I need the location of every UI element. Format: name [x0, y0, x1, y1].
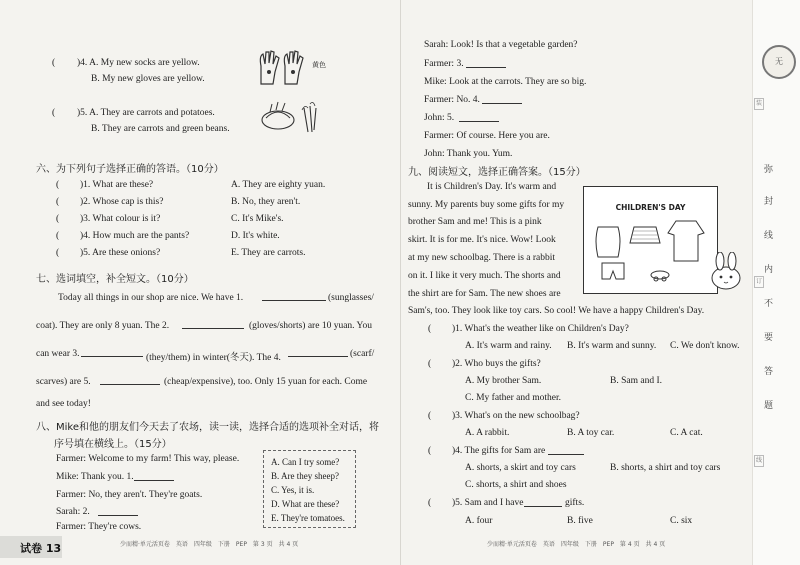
sec9-q4-opt-b: B. shorts, a shirt and toy cars: [610, 463, 721, 473]
sec8-right-6: Farmer: Of course. Here you are.: [424, 131, 550, 141]
sec6-paren-4: (: [56, 231, 60, 241]
sec7-line3c: (scarf/: [350, 349, 375, 359]
color-note: 黄色: [312, 61, 326, 69]
sec8-right-7: John: Thank you. Yum.: [424, 149, 513, 159]
side-char-6: 要: [764, 333, 774, 343]
sec6-paren-5: (: [56, 248, 60, 258]
sec9-para-1: It is Children's Day. It's warm and: [427, 182, 557, 192]
sec7-blank4[interactable]: [288, 348, 348, 357]
sec7-blank5[interactable]: [100, 376, 160, 385]
sec9-q5-paren: (: [428, 498, 432, 508]
sec6-q5: )5. Are these onions?: [80, 248, 161, 258]
side-char-3: 线: [764, 231, 774, 241]
sec8-blank3[interactable]: [466, 59, 506, 68]
sec9-q4-opt-c: C. shorts, a shirt and shoes: [465, 480, 567, 490]
q4-option-b: B. My new gloves are yellow.: [91, 74, 205, 84]
sec8-right-2: Farmer: 3.: [424, 59, 464, 69]
sec7-line1a: Today all things in our shop are nice. We have 1.: [58, 293, 244, 303]
sec8-blank4[interactable]: [482, 95, 522, 104]
binding-box-2: 订: [754, 276, 764, 288]
sec8-option-e: E. They're tomatoes.: [271, 513, 345, 523]
footer-left: 少而精·单元活页卷 英语 四年级 下册 PEP 第 3 页 共 4 页: [120, 541, 299, 548]
sec8-title-line1: 八、Mike和他的朋友们今天去了农场，读一读，选择合适的选项补全对话，将: [36, 422, 379, 433]
q5-item: )5. A. They are carrots and potatoes.: [77, 108, 215, 118]
sec8-option-c: C. Yes, it is.: [271, 485, 315, 495]
sec7-line2b: (gloves/shorts) are 10 yuan. You: [249, 321, 372, 331]
sec7-line2a: coat). They are only 8 yuan. The 2.: [36, 321, 170, 331]
sec7-line3a: can wear 3.: [36, 349, 80, 359]
sec9-q2: )2. Who buys the gifts?: [452, 359, 541, 369]
sec8-right-3: Mike: Look at the carrots. They are so big.: [424, 77, 587, 87]
sec6-a5: E. They are carrots.: [231, 248, 306, 258]
childrens-day-picture: [583, 186, 718, 294]
sec6-a3: C. It's Mike's.: [231, 214, 284, 224]
sec8-blank2[interactable]: [98, 507, 138, 516]
sec7-line4b: (cheap/expensive), too. Only 15 yuan for each. Come: [164, 377, 368, 387]
sec7-title: 七、选词填空，补全短文。（10分）: [36, 274, 194, 285]
sec7-line5: and see today!: [36, 399, 91, 409]
gloves-picture: [255, 48, 311, 88]
sec9-q4-blank[interactable]: [548, 446, 584, 455]
sec9-q4-opt-a: A. shorts, a skirt and toy cars: [465, 463, 576, 473]
childrens-day-picture-title: CHILDREN'S DAY: [615, 203, 686, 212]
q4-paren: (: [52, 58, 56, 68]
footer-right: 少而精·单元活页卷 英语 四年级 下册 PEP 第 4 页 共 4 页: [487, 541, 666, 548]
sec9-q3-paren: (: [428, 411, 432, 421]
sec9-q3: )3. What's on the new schoolbag?: [452, 411, 580, 421]
seal-stamp: 无: [762, 45, 796, 79]
sec8-option-b: B. Are they sheep?: [271, 471, 339, 481]
rabbit-icon: [700, 252, 752, 292]
sec6-a2: B. No, they aren't.: [231, 197, 301, 207]
sec9-q5-opt-b: B. five: [567, 516, 593, 526]
sec7-blank3[interactable]: [81, 348, 143, 357]
sec6-paren-3: (: [56, 214, 60, 224]
side-char-4: 内: [764, 265, 774, 275]
page-tag: 试卷 13: [0, 536, 62, 558]
sec9-para-5: at my new schoolbag. There is a rabbit: [408, 253, 556, 263]
sec9-q5b: gifts.: [565, 498, 585, 508]
sec6-q4: )4. How much are the pants?: [80, 231, 190, 241]
sec7-line1b: (sunglasses/: [328, 293, 374, 303]
sec8-right-5: John: 5.: [424, 113, 455, 123]
sec8-right-4: Farmer: No. 4.: [424, 95, 480, 105]
sec9-q5-opt-a: A. four: [465, 516, 493, 526]
sec6-q2: )2. Whose cap is this?: [80, 197, 164, 207]
sec7-blank1[interactable]: [262, 292, 326, 301]
sec8-dialog-4: Sarah: 2.: [56, 507, 90, 517]
sec9-q4-paren: (: [428, 446, 432, 456]
sec9-q1-paren: (: [428, 324, 432, 334]
q5-option-b: B. They are carrots and green beans.: [91, 124, 230, 134]
q4-item: )4. A. My new socks are yellow.: [77, 58, 200, 68]
side-char-1: 弥: [764, 165, 774, 175]
sec8-blank5[interactable]: [459, 113, 499, 122]
sec9-q2-opt-a: A. My brother Sam.: [465, 376, 542, 386]
binding-box-3: 线: [754, 455, 764, 467]
sec9-para-3: brother Sam and me! This is a pink: [408, 217, 542, 227]
sec9-q2-opt-b: B. Sam and I.: [610, 376, 662, 386]
sec8-option-d: D. What are these?: [271, 499, 340, 509]
sec8-dialog-2: Mike: Thank you. 1.: [56, 472, 134, 482]
sec9-q4: )4. The gifts for Sam are: [452, 446, 546, 456]
side-char-7: 答: [764, 367, 774, 377]
sec9-q3-opt-b: B. A toy car.: [567, 428, 615, 438]
sec8-right-1: Sarah: Look! Is that a vegetable garden?: [424, 40, 578, 50]
sec9-q1: )1. What's the weather like on Children's Day?: [452, 324, 629, 334]
sec6-a4: D. It's white.: [231, 231, 280, 241]
sec8-dialog-5: Farmer: They're cows.: [56, 522, 142, 532]
sec7-line3b: (they/them) in winter(冬天). The 4.: [146, 353, 281, 363]
sec9-q5a: )5. Sam and I have: [452, 498, 524, 508]
sec6-q1: )1. What are these?: [80, 180, 154, 190]
sec9-para-2: sunny. My parents buy some gifts for my: [408, 200, 565, 210]
sec9-para-8: Sam's, too. They look like toy cars. So cool! We have a happy Children's Day.: [408, 306, 705, 316]
sec6-q3: )3. What colour is it?: [80, 214, 161, 224]
page-divider: [400, 0, 401, 565]
side-char-8: 题: [764, 401, 774, 411]
sec9-para-4: skirt. It is for me. It's nice. Wow! Look: [408, 235, 556, 245]
sec9-q1-opt-c: C. We don't know.: [670, 341, 740, 351]
sec8-blank1[interactable]: [134, 472, 174, 481]
sec9-q2-paren: (: [428, 359, 432, 369]
sec9-q3-opt-c: C. A cat.: [670, 428, 703, 438]
sec8-option-a: A. Can I try some?: [271, 457, 340, 467]
sec6-title: 六、为下列句子选择正确的答语。（10分）: [36, 164, 224, 175]
sec8-dialog-3: Farmer: No, they aren't. They're goats.: [56, 490, 203, 500]
sec7-line4a: scarves) are 5.: [36, 377, 91, 387]
q5-paren: (: [52, 108, 56, 118]
sec9-q5-blank[interactable]: [524, 498, 562, 507]
sec8-options-box: [263, 450, 356, 528]
side-char-2: 封: [764, 197, 774, 207]
sec9-q1-opt-b: B. It's warm and sunny.: [567, 341, 657, 351]
vegetables-picture: [258, 100, 328, 136]
binding-box-1: 装: [754, 98, 764, 110]
sec9-para-6: on it. I like it very much. The shorts and: [408, 271, 561, 281]
sec8-title-line2: 序号填在横线上。（15分）: [54, 439, 172, 450]
sec9-q3-opt-a: A. A rabbit.: [465, 428, 510, 438]
sec6-a1: A. They are eighty yuan.: [231, 180, 326, 190]
sec7-blank2[interactable]: [182, 320, 244, 329]
sec9-title: 九、阅读短文，选择正确答案。（15分）: [408, 167, 586, 178]
sec9-q5-opt-c: C. six: [670, 516, 693, 526]
sec9-q1-opt-a: A. It's warm and rainy.: [465, 341, 552, 351]
sec9-q2-opt-c: C. My father and mother.: [465, 393, 562, 403]
sec6-paren-1: (: [56, 180, 60, 190]
side-char-5: 不: [764, 299, 774, 309]
sec9-para-7: the shirt are for Sam. The new shoes are: [408, 289, 561, 299]
sec6-paren-2: (: [56, 197, 60, 207]
sec8-dialog-1: Farmer: Welcome to my farm! This way, please.: [56, 454, 240, 464]
